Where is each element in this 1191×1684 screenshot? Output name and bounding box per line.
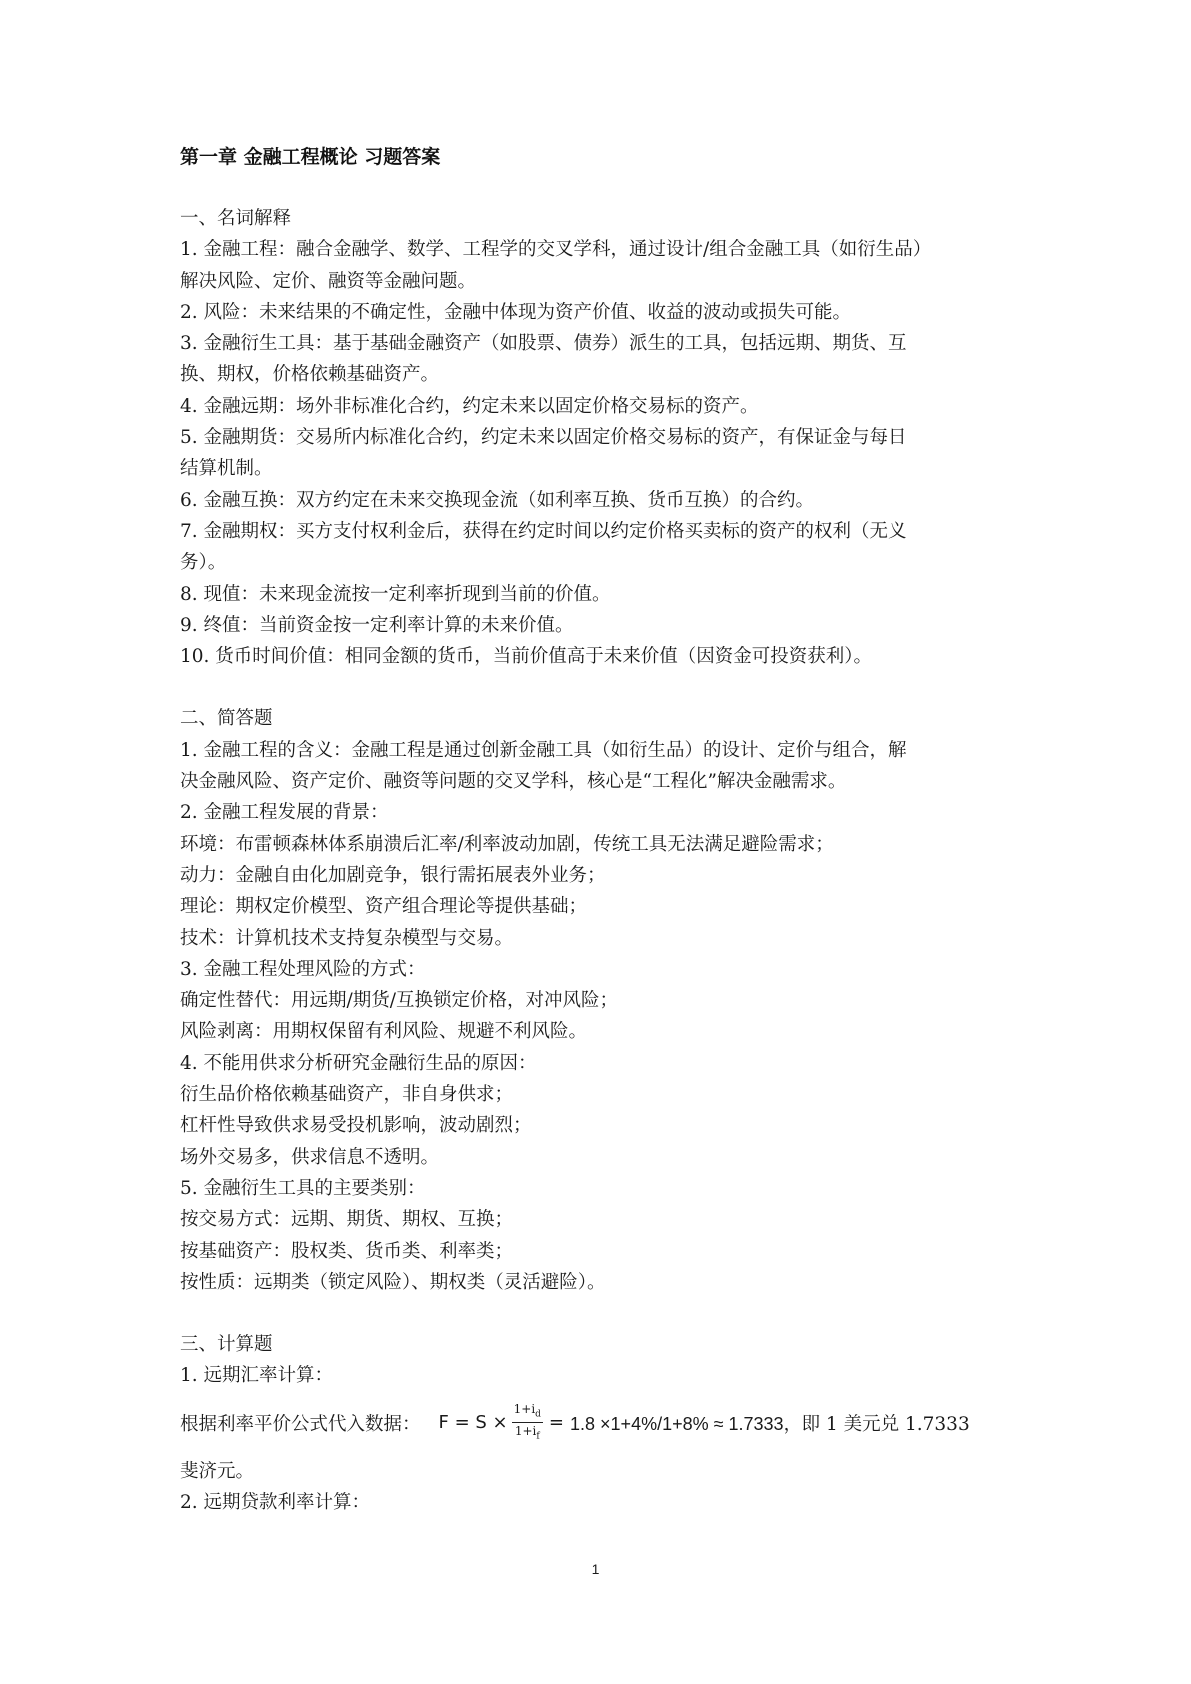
text-line: 衍生品价格依赖基础资产，非自身供求； [180,1084,514,1106]
text-line: 斐济元。 [180,1460,255,1482]
text-line: 动力：金融自由化加剧竞争，银行需拓展表外业务； [180,864,606,886]
text-line: 3. 金融衍生工具：基于基础金融资产（如股票、债券）派生的工具，包括远期、期货、互 [180,333,907,355]
page-number: 1 [591,1561,600,1577]
formula-prefix: 根据利率平价公式代入数据： [180,1413,421,1435]
section-heading: 二、简答题 [180,708,273,730]
fraction-numerator: $1+i_d$ [512,1402,543,1423]
section-short-answers [180,703,1020,1298]
text-line: 6. 金融互换：双方约定在未来交换现金流（如利率互换、货币互换）的合约。 [180,489,815,511]
section-calculations [180,1329,1020,1518]
text-line: 理论：期权定价模型、资产组合理论等提供基础； [180,896,588,918]
text-line: 4. 不能用供求分析研究金融衍生品的原因： [180,1052,537,1074]
text-line: 7. 金融期权：买方支付权利金后，获得在约定时间以约定价格买卖标的资产的权利（无义 [180,520,907,542]
text-line: 4. 金融远期：场外非标准化合约，约定未来以固定价格交易标的资产。 [180,395,759,417]
formula-calculation: 1.8 ×1+4%/1+8% ≈ 1.7333， [570,1413,802,1434]
formula-lhs: F = S × [438,1412,508,1434]
text-line: 2. 远期贷款利率计算： [180,1491,371,1513]
text-line: 按交易方式：远期、期货、期权、互换； [180,1209,514,1231]
text-line: 1. 远期汇率计算： [180,1365,334,1387]
section-heading: 一、名词解释 [180,208,292,229]
page-title: 第一章 金融工程概论 习题答案 [180,146,441,168]
text-line: 5. 金融期货：交易所内标准化合约，约定未来以固定价格交易标的资产，有保证金与每日 [180,427,907,449]
text-line: 环境：布雷顿森林体系崩溃后汇率/利率波动加剧，传统工具无法满足避险需求； [180,833,834,855]
section-terms [180,203,1020,672]
text-line: 2. 金融工程发展的背景： [180,802,389,824]
text-line: 按基础资产：股权类、货币类、利率类； [180,1240,514,1262]
text-line: 技术：计算机技术支持复杂模型与交易。 [180,927,514,949]
section-spacer [180,1298,1020,1329]
text-line: 风险剥离：用期权保留有利风险、规避不利风险。 [180,1021,588,1043]
formula-equals: = [548,1412,565,1434]
text-line: 8. 现值：未来现金流按一定利率折现到当前的价值。 [180,583,611,605]
text-line: 5. 金融衍生工具的主要类别： [180,1177,426,1199]
text-line: 9. 终值：当前资金按一定利率计算的未来价值。 [180,614,574,636]
formula-result: 即 1 美元兑 1.7333 [801,1413,970,1435]
section-heading: 三、计算题 [180,1334,273,1356]
formula-fraction [512,1402,543,1444]
text-line: 10. 货币时间价值：相同金额的货币，当前价值高于未来价值（因资金可投资获利）。 [180,646,873,668]
text-line: 按性质：远期类（锁定风险）、期权类（灵活避险）。 [180,1271,606,1293]
formula-line [180,1398,1020,1448]
page-content [180,144,1020,1518]
text-line: 1. 金融工程的含义：金融工程是通过创新金融工具（如衍生品）的设计、定价与组合，解 [180,739,907,761]
text-line: 2. 风险：未来结果的不确定性，金融中体现为资产价值、收益的波动或损失可能。 [180,301,852,323]
text-line: 3. 金融工程处理风险的方式： [180,958,426,980]
fraction-denominator: $1+i_f$ [514,1424,540,1442]
text-line: 结算机制。 [180,458,273,480]
text-line: 换、期权，价格依赖基础资产。 [180,364,440,386]
text-line: 场外交易多，供求信息不透明。 [180,1146,440,1168]
text-line: 决金融风险、资产定价、融资等问题的交叉学科，核心是“工程化”解决金融需求。 [180,771,847,793]
text-line: 杠杆性导致供求易受投机影响，波动剧烈； [180,1115,532,1137]
text-line: 务）。 [180,552,227,574]
text-line: 确定性替代：用远期/期货/互换锁定价格，对冲风险； [180,990,618,1012]
text-line: 1. 金融工程：融合金融学、数学、工程学的交叉学科，通过设计/组合金融工具（如衍生品） [180,239,932,261]
section-spacer [180,672,1020,703]
text-line: 解决风险、定价、融资等金融问题。 [180,270,477,292]
